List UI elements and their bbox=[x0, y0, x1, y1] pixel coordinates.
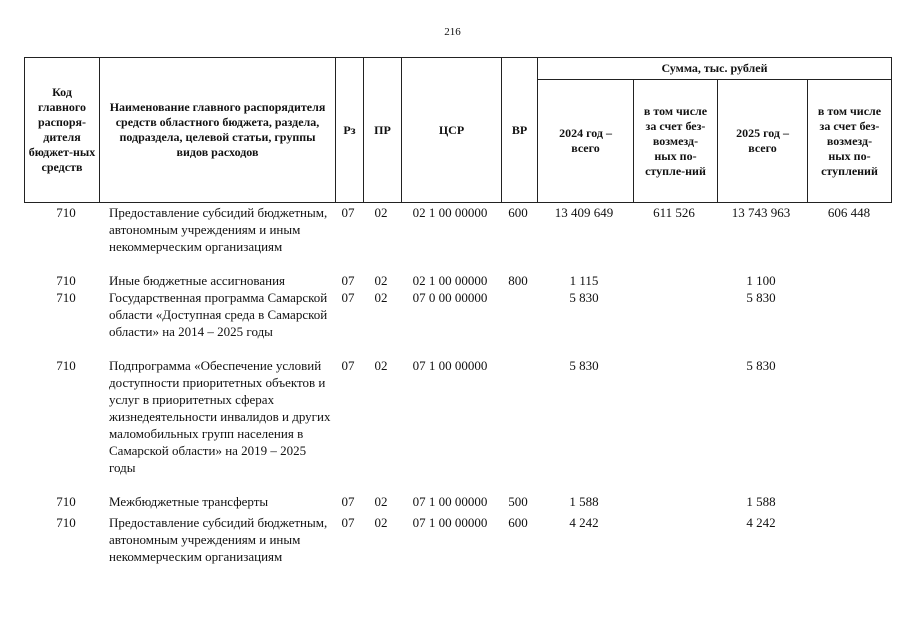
row-csr: 07 1 00 00000 bbox=[412, 515, 488, 530]
row-sum-2024: 4 242 bbox=[569, 515, 599, 530]
header-total-2025: 2025 год – всего bbox=[717, 80, 807, 202]
row-bezv-2025: 606 448 bbox=[827, 205, 871, 220]
row-bezv-2024: 611 526 bbox=[653, 205, 695, 220]
row-pr: 02 bbox=[374, 205, 388, 220]
header-pr: ПР bbox=[363, 58, 401, 202]
row-name: Иные бюджетные ассигнования bbox=[109, 273, 286, 288]
row-pr: 02 bbox=[374, 273, 388, 288]
row-rz: 07 bbox=[341, 515, 355, 530]
row-code: 710 bbox=[56, 273, 76, 288]
row-sum-2025: 13 743 963 bbox=[731, 205, 791, 220]
row-sum-2024: 5 830 bbox=[569, 290, 599, 305]
row-sum-2024: 13 409 649 bbox=[554, 205, 614, 220]
row-pr: 02 bbox=[374, 358, 388, 373]
row-code: 710 bbox=[56, 205, 76, 220]
row-code: 710 bbox=[56, 515, 76, 530]
row-pr: 02 bbox=[374, 290, 388, 305]
row-sum-2024: 5 830 bbox=[569, 358, 599, 373]
row-vr: 500 bbox=[508, 494, 528, 509]
row-csr: 02 1 00 00000 bbox=[412, 273, 488, 288]
header-total-2024: 2024 год – всего bbox=[537, 80, 633, 202]
header-sum-group: Сумма, тыс. рублей bbox=[537, 58, 891, 80]
header-code: Код главного распоря-дителя бюджет-ных средств bbox=[28, 85, 96, 174]
row-sum-2025: 1 588 bbox=[746, 494, 776, 509]
row-vr: 800 bbox=[508, 273, 528, 288]
row-csr: 07 1 00 00000 bbox=[412, 358, 488, 373]
row-name: Государственная программа Самарской области «Доступная среда в Самарской области» на 2014 – 2025 годы bbox=[109, 290, 328, 339]
row-code: 710 bbox=[56, 358, 76, 373]
table-header bbox=[24, 57, 892, 203]
row-code: 710 bbox=[56, 290, 76, 305]
row-rz: 07 bbox=[341, 205, 355, 220]
row-vr: 600 bbox=[508, 205, 528, 220]
header-rz: Рз bbox=[335, 58, 363, 202]
header-bezv-2025: в том числе за счет без-возмезд-ных по-ступлений bbox=[807, 80, 891, 202]
row-pr: 02 bbox=[374, 494, 388, 509]
row-csr: 07 1 00 00000 bbox=[412, 494, 488, 509]
row-name: Подпрограмма «Обеспечение условий доступности приоритетных объектов и услуг в приоритетных сферах жизнедеятельности инвалидов и других маломобильных групп населения в Самарской области» на 2019 – 2025 годы bbox=[109, 358, 331, 475]
page-number: 216 bbox=[444, 26, 461, 38]
row-sum-2025: 1 100 bbox=[746, 273, 776, 288]
header-csr: ЦСР bbox=[401, 58, 501, 202]
row-name: Предоставление субсидий бюджетным, автономным учреждениям и иным некоммерческим организациям bbox=[109, 515, 328, 564]
row-rz: 07 bbox=[341, 273, 355, 288]
row-sum-2024: 1 588 bbox=[569, 494, 599, 509]
row-code: 710 bbox=[56, 494, 76, 509]
row-pr: 02 bbox=[374, 515, 388, 530]
row-vr: 600 bbox=[508, 515, 528, 530]
row-sum-2025: 5 830 bbox=[746, 290, 776, 305]
row-sum-2024: 1 115 bbox=[569, 273, 599, 288]
row-name: Межбюджетные трансферты bbox=[109, 494, 269, 509]
row-csr: 02 1 00 00000 bbox=[412, 205, 488, 220]
row-name: Предоставление субсидий бюджетным, автономным учреждениям и иным некоммерческим организациям bbox=[109, 205, 328, 254]
row-rz: 07 bbox=[341, 358, 355, 373]
row-sum-2025: 4 242 bbox=[746, 515, 776, 530]
header-name: Наименование главного распорядителя средств областного бюджета, раздела, подраздела, целевой статьи, группы видов расходов bbox=[99, 58, 335, 202]
header-vr: ВР bbox=[501, 58, 537, 202]
header-bezv-2024: в том числе за счет без-возмезд-ных по-ступле-ний bbox=[633, 80, 717, 202]
row-csr: 07 0 00 00000 bbox=[412, 290, 488, 305]
row-rz: 07 bbox=[341, 494, 355, 509]
row-sum-2025: 5 830 bbox=[746, 358, 776, 373]
row-rz: 07 bbox=[341, 290, 355, 305]
